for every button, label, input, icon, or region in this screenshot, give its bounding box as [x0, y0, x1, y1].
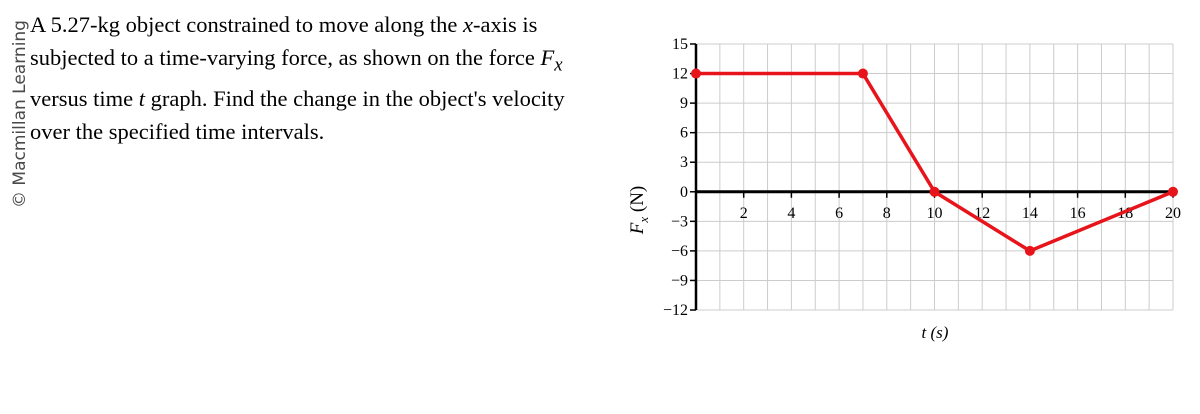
y-axis-label: [627, 186, 651, 236]
y-tick-label: −3: [670, 213, 688, 231]
x-symbol: x: [463, 12, 474, 37]
problem-text-part4: graph. Find the change in the object's velocity over the specified time intervals.: [30, 85, 565, 144]
data-point: [1025, 246, 1035, 256]
svg-text:Fx (N): [627, 186, 651, 236]
force-time-chart: [600, 0, 1200, 414]
data-point: [1168, 187, 1178, 197]
x-tick-label: 8: [882, 204, 891, 222]
x-tick-label: 16: [1069, 204, 1086, 222]
x-tick-label: 4: [787, 204, 796, 222]
data-point: [930, 187, 940, 197]
y-tick-label: −9: [670, 272, 688, 290]
problem-text-part3: versus time: [30, 85, 139, 111]
data-point: [858, 69, 868, 79]
y-tick-label: −12: [662, 302, 688, 319]
problem-text: [30, 8, 590, 148]
y-tick-label: 9: [680, 95, 688, 113]
x-tick-label: 2: [739, 204, 748, 222]
x-tick-label: 14: [1021, 204, 1038, 222]
fx-symbol: F: [540, 45, 555, 70]
problem-text-part2: -axis is subjected to a time-varying force, as shown on the force: [30, 12, 541, 70]
y-tick-label: −6: [670, 242, 688, 260]
problem-statement: [30, 8, 590, 148]
y-tick-label: 12: [672, 65, 688, 83]
x-tick-label: 18: [1117, 204, 1134, 222]
problem-text-part1: A 5.27-kg object constrained to move along the: [30, 12, 464, 37]
data-point: [691, 69, 701, 79]
chart-ticks: [663, 36, 1181, 319]
y-axis-label-subscript: x: [636, 216, 651, 223]
y-axis-label-unit: (N): [627, 185, 648, 213]
x-tick-label: 20: [1165, 204, 1181, 222]
chart-grid: [696, 44, 1173, 310]
y-tick-label: 3: [680, 154, 688, 172]
x-axis-label: t (s): [921, 323, 949, 342]
copyright-watermark: © Macmillan Learning: [10, 20, 30, 208]
y-tick-label: 6: [680, 124, 688, 142]
y-axis-label-symbol: F: [627, 222, 648, 235]
y-tick-label: 15: [672, 36, 688, 53]
x-tick-label: 12: [974, 204, 991, 222]
x-tick-label: 6: [835, 204, 844, 222]
t-symbol: t: [138, 85, 145, 111]
y-tick-label: 0: [680, 183, 688, 201]
x-tick-label: 10: [926, 204, 943, 222]
fx-subscript: x: [554, 54, 563, 76]
